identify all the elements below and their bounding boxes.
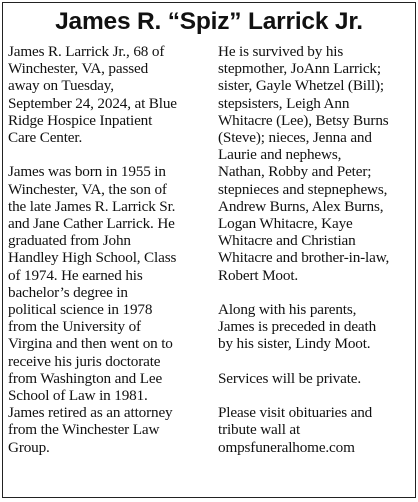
text-line: of 1974. He earned his	[8, 266, 143, 284]
text-line: Winchester, VA, the son of	[8, 180, 167, 198]
text-line: He is survived by his	[218, 43, 344, 60]
text-line: Along with his parents,	[218, 301, 357, 319]
text-line: receive his juris doctorate	[8, 352, 161, 370]
text-line: from the Winchester Law	[8, 421, 160, 439]
text-line: September 24, 2024, at Blue	[8, 94, 177, 112]
text-line: Group.	[8, 438, 50, 456]
text-line: Whitacre (Lee), Betsy Burns	[218, 111, 389, 129]
text-line: stepsisters, Leigh Ann	[218, 94, 350, 112]
text-line: Whitacre and brother-in-law,	[218, 249, 390, 267]
text-line: tribute wall at	[218, 421, 301, 439]
text-line: Care Center.	[8, 129, 83, 147]
text-line: Laurie and nephews,	[218, 146, 342, 164]
right-column	[218, 43, 414, 456]
paragraph-passing	[8, 43, 210, 146]
text-line: Handley High School, Class	[8, 249, 177, 267]
paragraph-tribute	[218, 404, 414, 456]
text-line: stepmother, JoAnn Larrick;	[218, 60, 381, 78]
text-line: Robert Moot.	[218, 266, 299, 284]
text-line: Logan Whitacre, Kaye	[218, 215, 353, 233]
text-line: sister, Gayle Whetzel (Bill);	[218, 77, 384, 95]
text-line: Winchester, VA, passed	[8, 60, 149, 78]
obituary-notice	[2, 2, 416, 498]
text-line: James was born in 1955 in	[8, 163, 166, 181]
text-line: bachelor’s degree in	[8, 283, 128, 301]
text-line: James retired as an attorney	[8, 404, 173, 422]
text-line: ompsfuneralhome.com	[218, 438, 355, 456]
text-line: political science in 1978	[8, 301, 153, 319]
text-line: away on Tuesday,	[8, 77, 114, 95]
obituary-title: James R. “Spiz” Larrick Jr.	[55, 8, 363, 35]
text-line: Andrew Burns, Alex Burns,	[218, 197, 384, 215]
paragraph-services	[218, 370, 414, 387]
text-line: School of Law in 1981.	[8, 387, 148, 405]
paragraph-preceded	[218, 301, 414, 353]
text-line: James R. Larrick Jr., 68 of	[8, 43, 165, 60]
paragraph-biography	[8, 163, 210, 455]
text-line: from Washington and Lee	[8, 369, 163, 387]
text-line: the late James R. Larrick Sr.	[8, 197, 176, 215]
text-line: and Jane Cather Larrick. He	[8, 215, 175, 233]
text-line: (Steve); nieces, Jenna and	[218, 129, 372, 147]
text-line: Whitacre and Christian	[218, 232, 356, 250]
text-line: Virgina and then went on to	[8, 335, 173, 353]
text-line: Services will be private.	[218, 369, 362, 387]
text-line: from the University of	[8, 318, 141, 336]
text-line: Ridge Hospice Inpatient	[8, 111, 153, 129]
text-line: Nathan, Robby and Peter;	[218, 163, 372, 181]
paragraph-survivors	[218, 43, 414, 284]
text-line: James is preceded in death	[218, 318, 377, 336]
text-line: Please visit obituaries and	[218, 404, 373, 422]
text-line: stepnieces and stepnephews,	[218, 180, 388, 198]
text-line: graduated from John	[8, 232, 131, 250]
text-line: by his sister, Lindy Moot.	[218, 335, 371, 353]
left-column	[8, 43, 210, 456]
